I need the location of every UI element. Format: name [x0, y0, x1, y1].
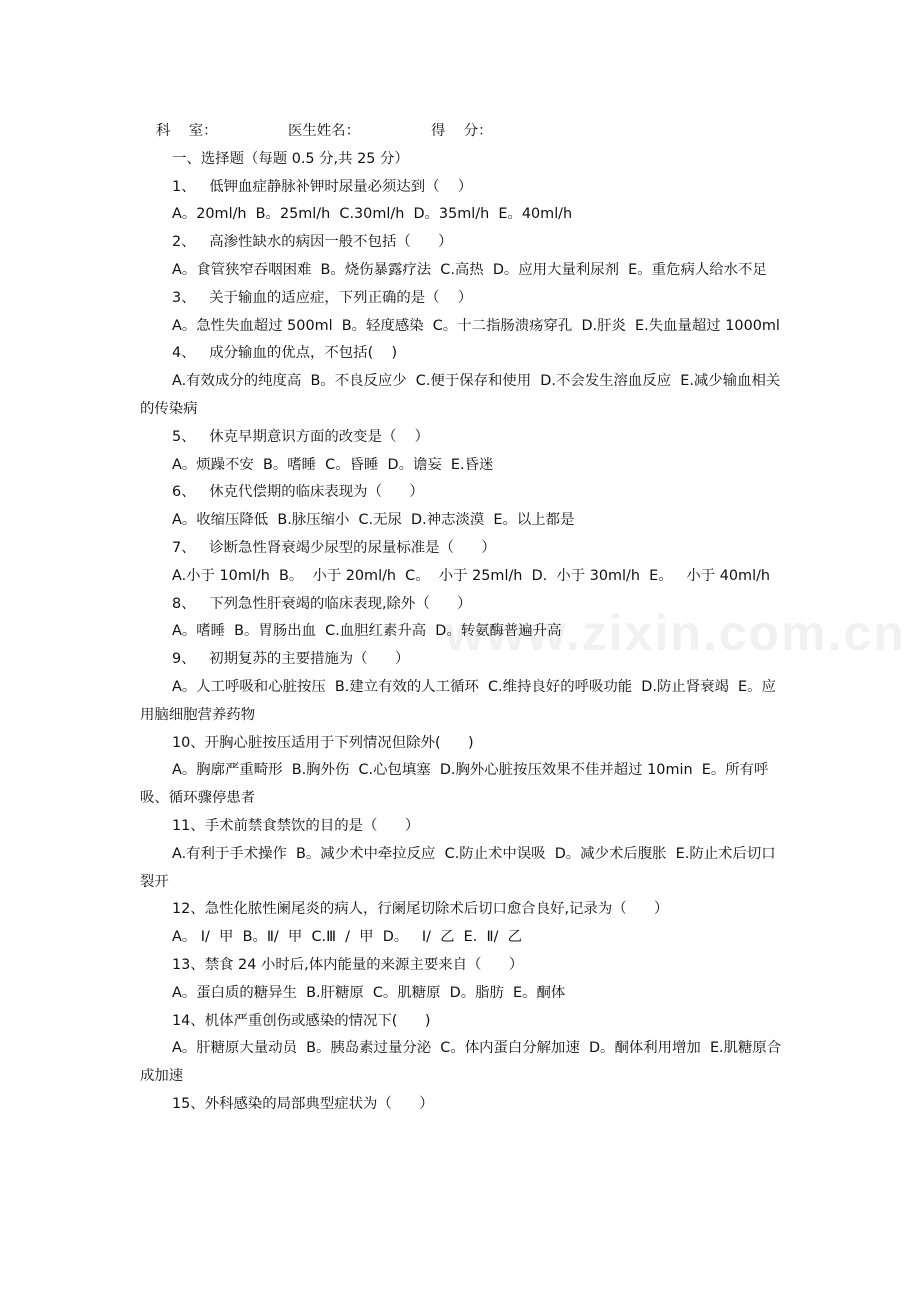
question-stem: 6、 休克代偿期的临床表现为（ ）	[172, 484, 424, 501]
question-14	[140, 1008, 790, 1091]
question-9	[140, 646, 790, 729]
question-options: A。20ml/h B。25ml/h C.30ml/h D。35ml/h E。40ml/h	[172, 206, 573, 223]
question-11	[140, 813, 790, 896]
exam-content	[140, 118, 790, 1119]
question-stem: 5、 休克早期意识方面的改变是（ ）	[172, 428, 430, 445]
section-title: 一、选择题（每题 0.5 分,共 25 分）	[172, 150, 409, 167]
question-stem: 14、机体严重创伤或感染的情况下( )	[172, 1012, 431, 1029]
question-7	[140, 535, 790, 591]
department-label: 科 室：	[156, 123, 218, 139]
question-2	[140, 229, 790, 285]
doctor-name-label: 医生姓名：	[288, 123, 360, 139]
question-options: A.有效成分的纯度高 B。不良反应少 C.便于保存和使用 D.不会发生溶血反应 E.减少输血相关的传染病	[140, 373, 781, 417]
score-label: 得 分：	[431, 123, 493, 139]
question-stem: 2、 高渗性缺水的病因一般不包括（ ）	[172, 234, 453, 251]
question-options: A。人工呼吸和心脏按压 B.建立有效的人工循环 C.维持良好的呼吸功能 D.防止肾衰竭 E。应用脑细胞营养药物	[140, 678, 776, 723]
question-options: A。胸廓严重畸形 B.胸外伤 C.心包填塞 D.胸外心脏按压效果不佳并超过 10min E。所有呼吸、循环骤停患者	[140, 762, 769, 807]
question-stem: 8、 下列急性肝衰竭的临床表现,除外（ ）	[172, 595, 472, 612]
question-stem: 12、急性化脓性阑尾炎的病人，行阑尾切除术后切口愈合良好,记录为（ ）	[172, 901, 669, 918]
question-stem: 7、 诊断急性肾衰竭少尿型的尿量标准是（ ）	[172, 539, 496, 556]
question-stem: 4、 成分输血的优点，不包括( )	[172, 345, 398, 362]
question-6	[140, 479, 790, 535]
question-options: A。蛋白质的糖异生 B.肝糖原 C。肌糖原 D。脂肪 E。酮体	[172, 984, 566, 1001]
question-options: A。收缩压降低 B.脉压缩小 C.无尿 D.神志淡漠 E。以上都是	[172, 512, 575, 529]
question-options: A。急性失血超过 500ml B。轻度感染 C。十二指肠溃疡穿孔 D.肝炎 E.失血量超过 1000ml	[172, 317, 780, 334]
question-options: A。食管狭窄吞咽困难 B。烧伤暴露疗法 C.高热 D。应用大量利尿剂 E。重危病人给水不足	[172, 261, 767, 278]
question-options: A。烦躁不安 B。嗜睡 C。昏睡 D。谵妄 E.昏迷	[172, 456, 494, 473]
question-options: A.小于 10ml/h B。 小于 20ml/h C。 小于 25ml/h D. 小于 30ml/h E。 小于 40ml/h	[172, 567, 771, 584]
question-stem: 3、 关于输血的适应症，下列正确的是（ ）	[172, 289, 473, 306]
question-stem: 15、外科感染的局部典型症状为（ ）	[172, 1095, 434, 1112]
question-13	[140, 952, 790, 1008]
question-stem: 1、 低钾血症静脉补钾时尿量必须达到（ ）	[172, 178, 473, 195]
question-12	[140, 896, 790, 952]
question-options: A。肝糖原大量动员 B。胰岛素过量分泌 C。体内蛋白分解加速 D。酮体利用增加 E.肌糖原合成加速	[140, 1040, 782, 1085]
question-15	[140, 1091, 790, 1119]
question-options: A.有利于手术操作 B。减少术中牵拉反应 C.防止术中误吸 D。减少术后腹胀 E.防止术后切口裂开	[140, 845, 776, 890]
question-3	[140, 285, 790, 341]
question-5	[140, 424, 790, 480]
question-1	[140, 174, 790, 230]
question-options: A。 Ⅰ/ 甲 B。Ⅱ/ 甲 C.Ⅲ / 甲 D。 Ⅰ/ 乙 E. Ⅱ/ 乙	[172, 929, 522, 946]
exam-header	[140, 118, 790, 146]
question-8	[140, 591, 790, 647]
question-10	[140, 730, 790, 813]
question-stem: 13、禁食 24 小时后,体内能量的来源主要来自（ ）	[172, 956, 524, 973]
question-stem: 9、 初期复苏的主要措施为（ ）	[172, 651, 410, 668]
question-4	[140, 340, 790, 423]
watermark: www.zixin.com.cn	[445, 605, 906, 661]
question-stem: 10、开胸心脏按压适用于下列情况但除外( )	[172, 734, 474, 751]
question-options: A。嗜睡 B。胃肠出血 C.血胆红素升高 D。转氨酶普遍升高	[172, 623, 562, 640]
question-stem: 11、手术前禁食禁饮的目的是（ ）	[172, 817, 420, 834]
